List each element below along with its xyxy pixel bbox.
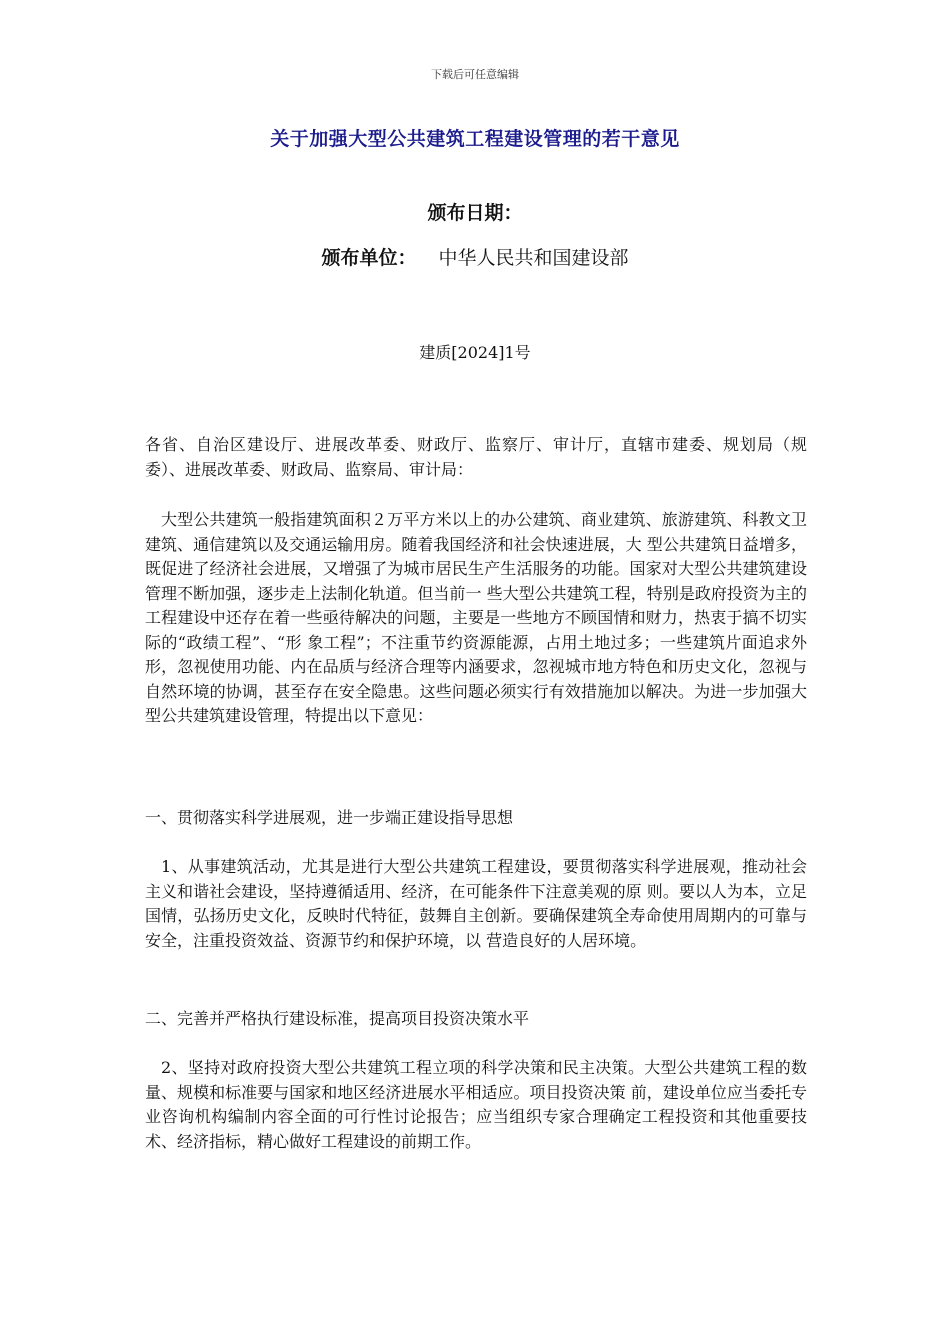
section-two-paragraph: 2、坚持对政府投资大型公共建筑工程立项的科学决策和民主决策。大型公共建筑工程的数量、规模和标准要与国家和地区经济进展水平相适应。项目投资决策 前，建设单位应当委托专业咨询机构编制内容全面的可行性讨论报告；应当组织专家合理确定工程投资和其他重要技术、经济指标，精心做好工程建设的前期工作。 xyxy=(145,1058,807,1151)
addressees-paragraph: 各省、自治区建设厅、进展改革委、财政厅、监察厅、审计厅，直辖市建委、规划局（规委）、进展改革委、财政局、监察局、审计局： xyxy=(145,435,807,479)
publish-unit xyxy=(0,243,950,270)
publish-date-label: 颁布日期： xyxy=(427,202,523,224)
intro-paragraph: 大型公共建筑一般指建筑面积２万平方米以上的办公建筑、商业建筑、旅游建筑、科教文卫建筑、通信建筑以及交通运输用房。随着我国经济和社会快速进展，大 型公共建筑日益增多，既促进了经济社会进展，又增强了为城市居民生产生活服务的功能。国家对大型公共建筑建设管理不断加强，逐步走上法制化轨道。但当前一 些大型公共建筑工程，特别是政府投资为主的工程建设中还存在着一些亟待解决的问题，主要是一些地方不顾国情和财力，热衷于搞不切实际的“政绩工程”、“形 象工程”；不注重节约资源能源，占用土地过多；一些建筑片面追求外形，忽视使用功能、内在品质与经济合理等内涵要求，忽视城市地方特色和历史文化，忽视与 自然环境的协调，甚至存在安全隐患。这些问题必须实行有效措施加以解决。为进一步加强大型公共建筑建设管理，特提出以下意见： xyxy=(145,510,807,725)
document-number: 建质[2024]1号 xyxy=(419,343,531,362)
section-one-paragraph: 1、从事建筑活动，尤其是进行大型公共建筑工程建设，要贯彻落实科学进展观，推动社会主义和谐社会建设，坚持遵循适用、经济，在可能条件下注意美观的原 则。要以人为本，立足国情，弘扬历史文化，反映时代特征，鼓舞自主创新。要确保建筑全寿命使用周期内的可靠与安全，注重投资效益、资源节约和保护环境，以 营造良好的人居环境。 xyxy=(145,857,807,950)
section-two-heading: 二、完善并严格执行建设标准，提高项目投资决策水平 xyxy=(145,1009,530,1028)
document-title: 关于加强大型公共建筑工程建设管理的若干意见 xyxy=(270,128,680,150)
publish-date xyxy=(0,198,950,225)
section-one-heading: 一、贯彻落实科学进展观，进一步端正建设指导思想 xyxy=(145,808,514,827)
publish-unit-value: 中华人民共和国建设部 xyxy=(438,247,629,269)
publish-unit-label: 颁布单位： xyxy=(321,247,417,269)
header-note: 下载后可任意编辑 xyxy=(431,68,519,81)
